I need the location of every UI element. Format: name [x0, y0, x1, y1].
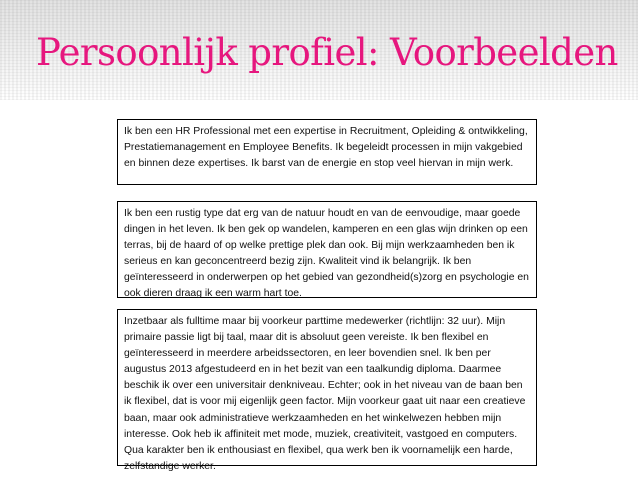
- example-box-hr-professional: Ik ben een HR Professional met een expertise in Recruitment, Opleiding & ontwikkeling, Prestatiemanagement en Employee Benefits. Ik begeleidt processen in mijn vakgebied en binnen deze expertises. Ik barst van de energie en stop veel hiervan in mijn werk.: [117, 119, 537, 185]
- example-box-rustig-type: Ik ben een rustig type dat erg van de natuur houdt en van de eenvoudige, maar goede dingen in het leven. Ik ben gek op wandelen, kamperen en een glas wijn drinken op een terras, bij de haard of op welke prettige plek dan ook. Bij mijn werkzaamheden ben ik serieus en kan geconcentreerd bezig zijn. Kwaliteit vind ik belangrijk. Ik ben geïnteresseerd in onderwerpen op het gebied van gezondheid(s)zorg en psychologie en ook dieren draag ik een warm hart toe.: [117, 201, 537, 298]
- slide-title: Persoonlijk profiel: Voorbeelden: [36, 31, 618, 74]
- example-box-inzetbaar: Inzetbaar als fulltime maar bij voorkeur parttime medewerker (richtlijn: 32 uur). Mijn primaire passie ligt bij taal, maar dit is absoluut geen vereiste. Ik ben flexibel en geïnteresseerd in meerdere arbeidssectoren, en leer bovendien snel. Ik ben per augustus 2013 afgestudeerd en in het bezit van een taalkundig diploma. Daarmee beschik ik over een universitair denkniveau. Echter; ook in het niveau van de baan ben ik flexibel, dat is voor mij eigenlijk geen factor. Mijn voorkeur gaat uit naar een creatieve baan, maar ook administratieve werkzaamheden en het winkelwezen hebben mijn interesse. Ook heb ik affiniteit met mode, muziek, creativiteit, vastgoed en computers. Qua karakter ben ik enthousiast en flexibel, qua werk ben ik voornamelijk een harde, zelfstandige werker.: [117, 309, 537, 466]
